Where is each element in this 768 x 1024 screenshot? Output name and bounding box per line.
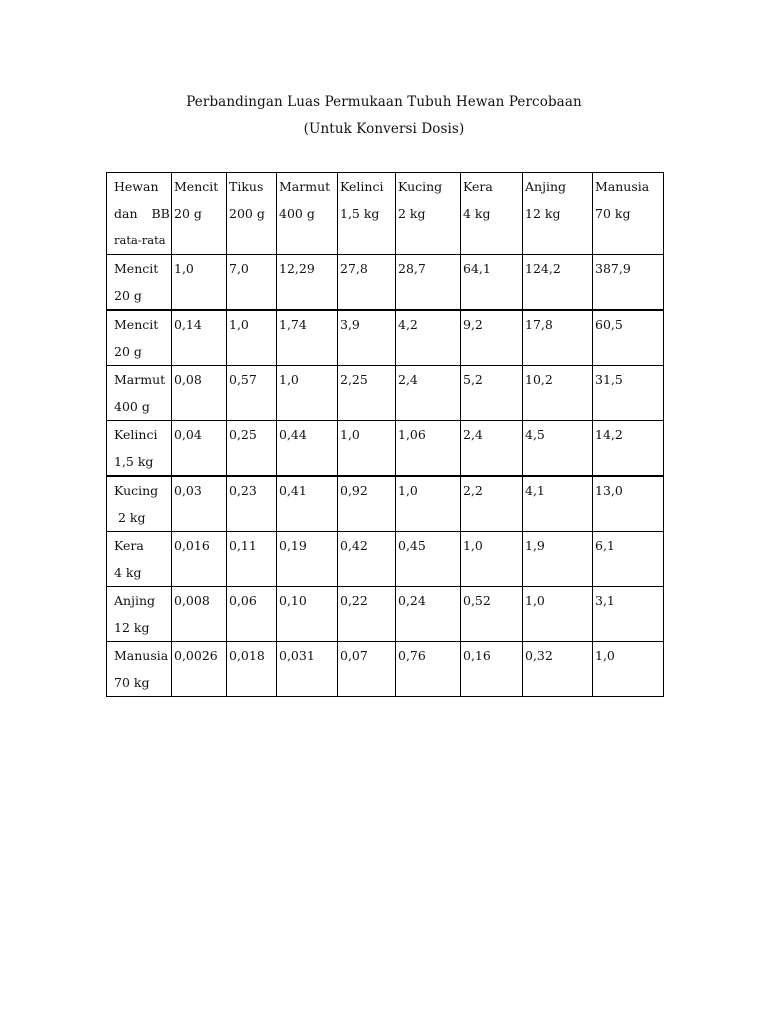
value-cell: 0,44: [277, 421, 338, 477]
value-cell: 0,031: [277, 642, 338, 697]
value-cell: 64,1: [461, 255, 523, 311]
column-animal-name: Kelinci: [340, 179, 384, 194]
value-cell: 0,016: [172, 532, 227, 587]
value-cell: 1,0: [523, 587, 593, 642]
value-cell: 0,22: [338, 587, 396, 642]
table-row: [107, 310, 664, 366]
value-cell: 12,29: [277, 255, 338, 311]
column-animal-weight: 400 g: [279, 206, 315, 221]
row-animal-weight: 400 g: [114, 399, 150, 414]
value-cell: 0,76: [396, 642, 461, 697]
column-header-cell: [227, 173, 277, 255]
row-animal-weight: 20 g: [114, 344, 142, 359]
column-header-cell: [172, 173, 227, 255]
value-cell: 0,45: [396, 532, 461, 587]
column-animal-name: Mencit: [174, 179, 219, 194]
column-animal-weight: 4 kg: [463, 206, 491, 221]
value-cell: 1,9: [523, 532, 593, 587]
column-animal-name: Tikus: [229, 179, 264, 194]
row-header-cell: [107, 532, 172, 587]
row-header-cell: [107, 476, 172, 532]
table-header-row: [107, 173, 664, 255]
table-row: [107, 476, 664, 532]
row-animal-weight: 4 kg: [114, 565, 142, 580]
value-cell: 28,7: [396, 255, 461, 311]
value-cell: 3,9: [338, 310, 396, 366]
value-cell: 0,41: [277, 476, 338, 532]
column-animal-weight: 20 g: [174, 206, 202, 221]
value-cell: 0,018: [227, 642, 277, 697]
value-cell: 124,2: [523, 255, 593, 311]
row-animal-name: Manusia: [114, 648, 169, 663]
value-cell: 17,8: [523, 310, 593, 366]
value-cell: 6,1: [593, 532, 664, 587]
value-cell: 0,32: [523, 642, 593, 697]
value-cell: 1,0: [396, 476, 461, 532]
value-cell: 7,0: [227, 255, 277, 311]
value-cell: 13,0: [593, 476, 664, 532]
value-cell: 2,4: [396, 366, 461, 421]
corner-header-cell: [107, 173, 172, 255]
value-cell: 1,0: [461, 532, 523, 587]
value-cell: 2,25: [338, 366, 396, 421]
value-cell: 0,06: [227, 587, 277, 642]
column-animal-name: Kucing: [398, 179, 443, 194]
corner-line-1: Hewan: [114, 179, 159, 194]
value-cell: 10,2: [523, 366, 593, 421]
table-row: [107, 642, 664, 697]
column-animal-weight: 70 kg: [595, 206, 631, 221]
value-cell: 1,74: [277, 310, 338, 366]
column-header-cell: [277, 173, 338, 255]
value-cell: 0,16: [461, 642, 523, 697]
value-cell: 1,06: [396, 421, 461, 477]
value-cell: 387,9: [593, 255, 664, 311]
value-cell: 0,03: [172, 476, 227, 532]
row-animal-name: Anjing: [114, 593, 156, 608]
value-cell: 0,10: [277, 587, 338, 642]
row-animal-weight: 12 kg: [114, 620, 150, 635]
row-header-cell: [107, 587, 172, 642]
dose-conversion-table: [106, 172, 664, 697]
row-header-cell: [107, 421, 172, 477]
value-cell: 4,2: [396, 310, 461, 366]
corner-line-2: dan BB: [114, 206, 170, 221]
table-row: [107, 532, 664, 587]
column-header-cell: [338, 173, 396, 255]
value-cell: 5,2: [461, 366, 523, 421]
row-header-cell: [107, 366, 172, 421]
column-animal-weight: 1,5 kg: [340, 206, 380, 221]
value-cell: 0,25: [227, 421, 277, 477]
table-row: [107, 366, 664, 421]
row-header-cell: [107, 310, 172, 366]
value-cell: 3,1: [593, 587, 664, 642]
table-row: [107, 587, 664, 642]
value-cell: 0,0026: [172, 642, 227, 697]
column-animal-name: Anjing: [525, 179, 567, 194]
value-cell: 60,5: [593, 310, 664, 366]
row-animal-weight: 70 kg: [114, 675, 150, 690]
row-header-cell: [107, 255, 172, 311]
column-animal-name: Marmut: [279, 179, 331, 194]
value-cell: 4,5: [523, 421, 593, 477]
column-animal-weight: 12 kg: [525, 206, 561, 221]
value-cell: 14,2: [593, 421, 664, 477]
row-animal-name: Mencit: [114, 261, 159, 276]
value-cell: 0,52: [461, 587, 523, 642]
value-cell: 0,19: [277, 532, 338, 587]
corner-line-3: rata-rata: [114, 233, 166, 247]
row-animal-weight: 20 g: [114, 288, 142, 303]
value-cell: 0,08: [172, 366, 227, 421]
row-animal-name: Kelinci: [114, 427, 158, 442]
value-cell: 2,4: [461, 421, 523, 477]
value-cell: 1,0: [593, 642, 664, 697]
row-animal-name: Kucing: [114, 483, 159, 498]
value-cell: 0,92: [338, 476, 396, 532]
column-animal-weight: 200 g: [229, 206, 265, 221]
value-cell: 27,8: [338, 255, 396, 311]
value-cell: 31,5: [593, 366, 664, 421]
column-header-cell: [593, 173, 664, 255]
column-header-cell: [396, 173, 461, 255]
value-cell: 0,42: [338, 532, 396, 587]
value-cell: 0,008: [172, 587, 227, 642]
row-animal-name: Kera: [114, 538, 144, 553]
row-animal-weight: 2 kg: [114, 510, 146, 525]
table-row: [107, 255, 664, 311]
value-cell: 0,23: [227, 476, 277, 532]
value-cell: 1,0: [172, 255, 227, 311]
value-cell: 0,07: [338, 642, 396, 697]
value-cell: 4,1: [523, 476, 593, 532]
row-animal-weight: 1,5 kg: [114, 454, 154, 469]
value-cell: 1,0: [227, 310, 277, 366]
value-cell: 0,11: [227, 532, 277, 587]
value-cell: 0,57: [227, 366, 277, 421]
column-animal-weight: 2 kg: [398, 206, 426, 221]
value-cell: 0,24: [396, 587, 461, 642]
column-header-cell: [523, 173, 593, 255]
value-cell: 1,0: [277, 366, 338, 421]
value-cell: 0,04: [172, 421, 227, 477]
document-subtitle: (Untuk Konversi Dosis): [303, 121, 465, 137]
value-cell: 2,2: [461, 476, 523, 532]
value-cell: 1,0: [338, 421, 396, 477]
value-cell: 0,14: [172, 310, 227, 366]
row-animal-name: Mencit: [114, 317, 159, 332]
value-cell: 9,2: [461, 310, 523, 366]
row-animal-name: Marmut: [114, 372, 166, 387]
column-header-cell: [461, 173, 523, 255]
row-header-cell: [107, 642, 172, 697]
document-title: Perbandingan Luas Permukaan Tubuh Hewan Percobaan: [186, 94, 582, 110]
table-row: [107, 421, 664, 477]
column-animal-name: Kera: [463, 179, 493, 194]
column-animal-name: Manusia: [595, 179, 650, 194]
